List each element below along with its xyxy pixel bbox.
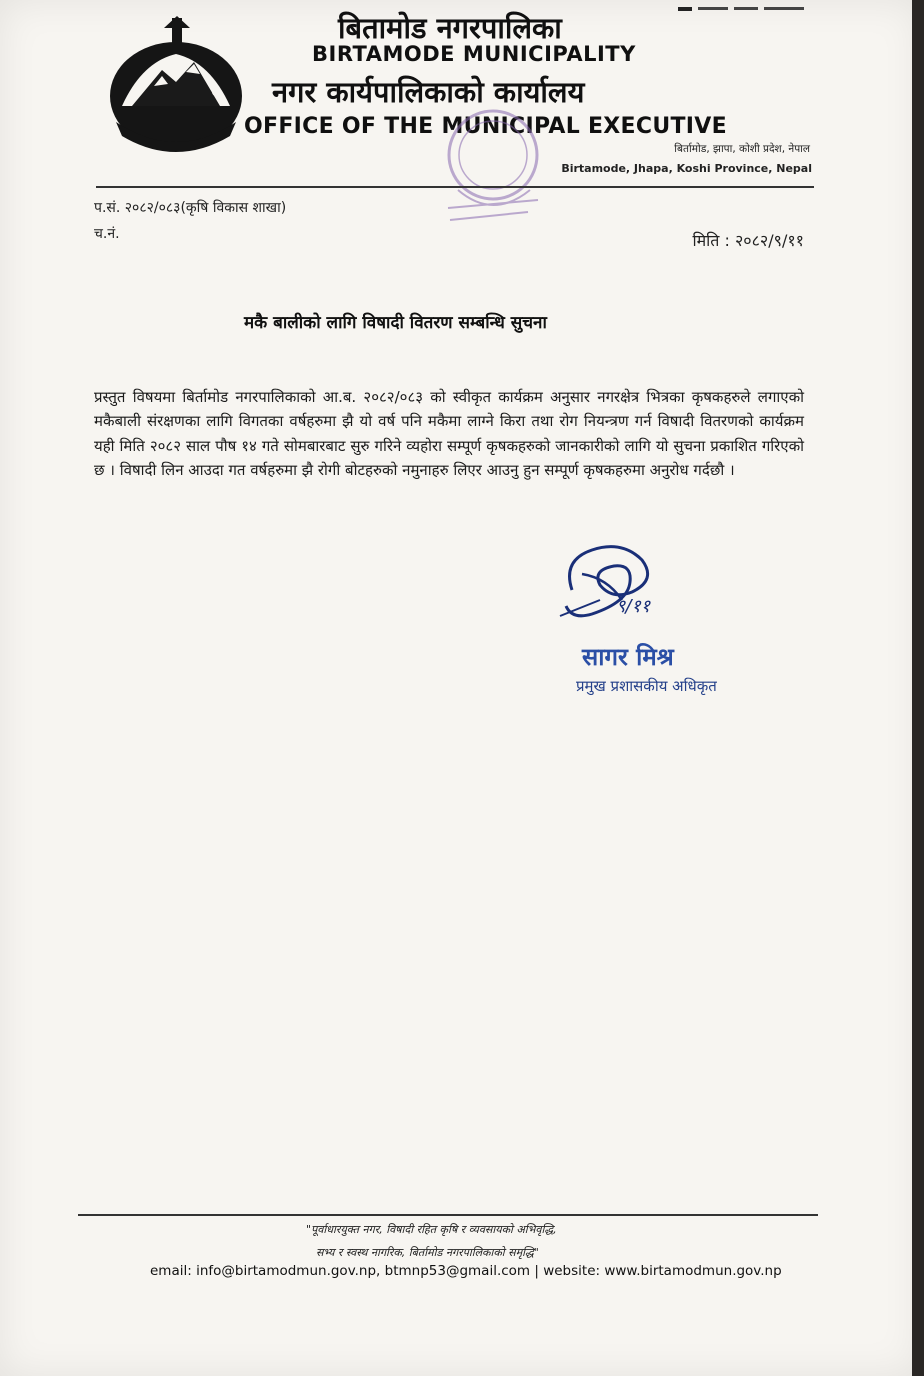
footer-slogan-line-2: सभ्य र स्वस्थ नागरिक, बिर्तामोड नगरपालिकाको समृद्धि" (316, 1246, 539, 1259)
office-name-english: OFFICE OF THE MUNICIPAL EXECUTIVE (244, 114, 727, 139)
office-stamp (418, 100, 568, 230)
header-divider (96, 186, 814, 188)
footer-divider (78, 1214, 818, 1216)
notice-subject: मकै बालीको लागि विषादी वितरण सम्बन्धि सुचना (244, 313, 547, 333)
signature-date: ९/११ (616, 596, 651, 617)
municipality-name-english: BIRTAMODE MUNICIPALITY (312, 42, 636, 66)
signatory-name: सागर मिश्र (582, 643, 674, 671)
signatory-title: प्रमुख प्रशासकीय अधिकृत (576, 677, 717, 695)
notice-body: प्रस्तुत विषयमा बिर्तामोड नगरपालिकाको आ.ब. २०८२/०८३ को स्वीकृत कार्यक्रम अनुसार नगरक्षेत्र भित्रका कृषकहरुले लगाएको मकैबाली संरक्षणका लागि विगतका वर्षहरुमा झै यो वर्ष पनि मकैमा लाग्ने किरा तथा रोग नियन्त्रण गर्न विषादी वितरणको कार्यक्रम यही मिति २०८२ साल पौष १४ गते सोमबारबाट सुरु गरिने व्यहोरा सम्पूर्ण कृषकहरुको जानकारीको लागि यो सुचना प्रकाशित गरिएको छ । विषादी लिन आउदा गत वर्षहरुमा झै रोगी बोटहरुको नमुनाहरु लिएर आउनु हुन सम्पूर्ण कृषकहरुमा अनुरोध गर्दछौ । (94, 388, 804, 480)
nepal-emblem-logo (102, 12, 250, 162)
reference-number: प.सं. २०८२/०८३(कृषि विकास शाखा) (94, 200, 287, 216)
photo-background-edge (912, 0, 924, 1376)
address-nepali: बिर्तामोड, झापा, कोशी प्रदेश, नेपाल (674, 143, 810, 155)
dispatch-number: च.नं. (94, 226, 120, 242)
top-right-scribble (678, 4, 808, 14)
footer-contact: email: info@birtamodmun.gov.np, btmnp53@gmail.com | website: www.birtamodmun.gov.np (150, 1263, 782, 1279)
municipality-name-nepali: बितामाेड नगरपालिका (338, 11, 562, 45)
footer-slogan-line-1: "पूर्वाधारयुक्त नगर, विषादी रहित कृषि र व्यवसायको अभिवृद्धि, (306, 1223, 557, 1236)
office-name-nepali: नगर कार्यपालिकाको कार्यालय (272, 75, 585, 109)
letter-date: मिति : २०८२/९/११ (692, 231, 804, 250)
address-english: Birtamode, Jhapa, Koshi Province, Nepal (561, 162, 812, 175)
